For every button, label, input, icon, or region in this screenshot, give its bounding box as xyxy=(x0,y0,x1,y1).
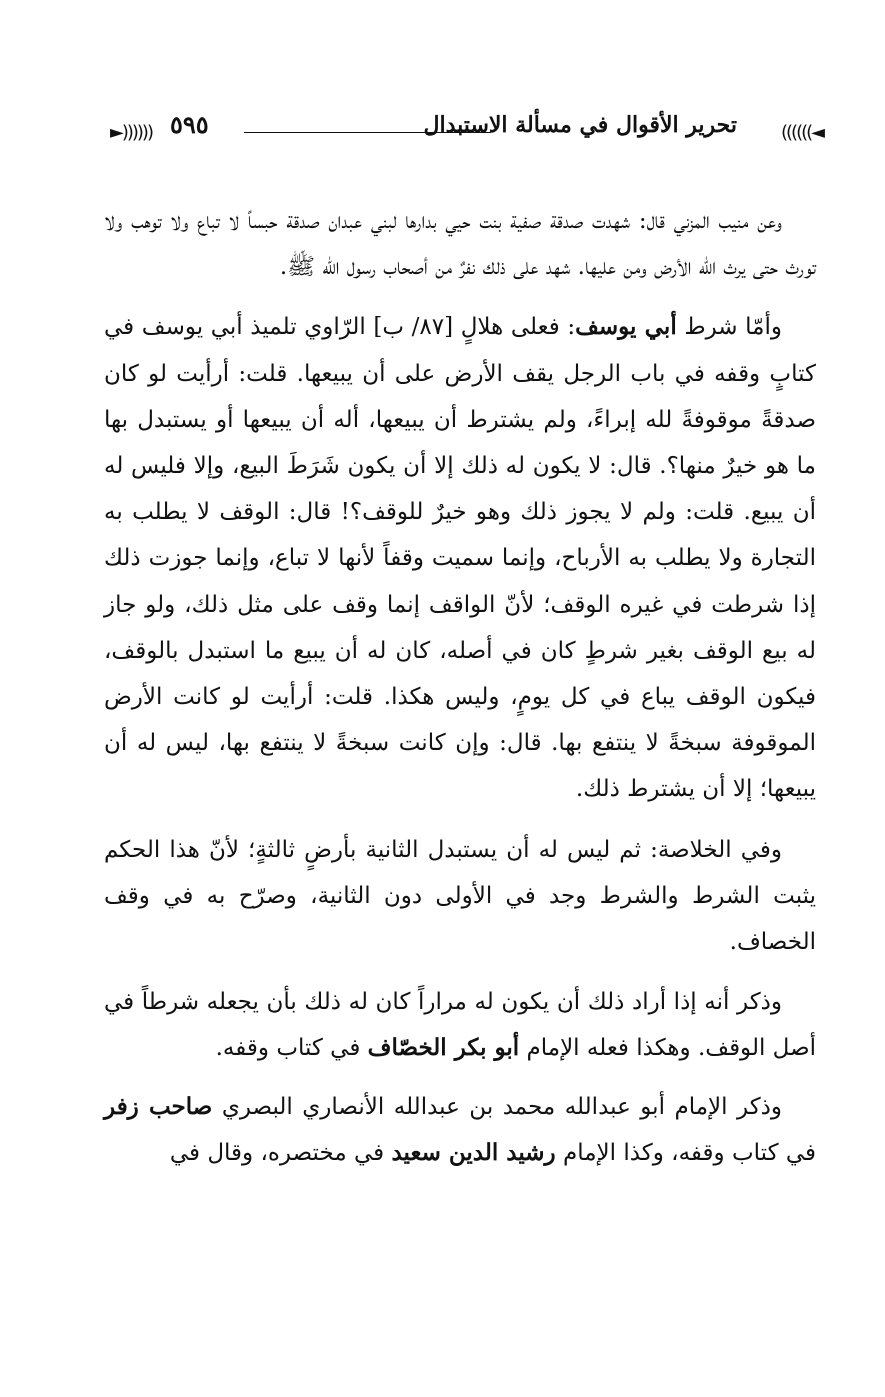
paragraph-4 xyxy=(104,979,816,1071)
paragraph-2 xyxy=(104,304,816,812)
paragraph-5 xyxy=(104,1084,816,1176)
body-text xyxy=(104,198,816,1190)
paragraph-5-text-b: في كتاب وقفه، وكذا الإمام xyxy=(555,1139,816,1166)
page-number: ٥٩٥ xyxy=(170,110,209,139)
header-ornament-right: ◄)))))) xyxy=(781,122,823,143)
paragraph-5-text-c: في مختصره، وقال في xyxy=(169,1139,392,1166)
paragraph-1 xyxy=(104,198,816,290)
paragraph-3-text: وفي الخلاصة: ثم ليس له أن يستبدل الثانية بأرضٍ ثالثةٍ؛ لأنّ هذا الحكم يثبت الشرط والشرط وجد في الأولى دون الثانية، وصرّح به في وقف الخصاف. xyxy=(104,836,816,956)
paragraph-4-bold-name: أبو بكر الخصّاف xyxy=(367,1034,520,1062)
header-ornament-left: ((((((► xyxy=(110,122,152,143)
paragraph-5-text-a: وذكر الإمام أبو عبدالله محمد بن عبدالله الأنصاري البصري xyxy=(212,1093,783,1120)
running-header xyxy=(110,108,823,154)
running-header-title: تحرير الأقوال في مسألة الاستبدال xyxy=(423,112,737,138)
paragraph-5-bold-name-1: صاحب زفر xyxy=(104,1092,213,1120)
paragraph-2-text-a: وأمّا شرط xyxy=(676,314,782,341)
header-rule xyxy=(244,132,491,133)
paragraph-4-text-b: في كتاب وقفه. xyxy=(215,1035,368,1062)
paragraph-2-text-b: : فعلى هلالٍ [٨٧/ ب] الرّاوي تلميذ أبي يوسف في كتابٍ وقفه في باب الرجل يقف الأرض على أن يبيعها. قلت: أرأيت لو كان صدقةً موقوفةً لله إبراءً، ولم يشترط أن يبيعها، أله أن يبيعها أو يستبدل بها ما هو خيرٌ منها؟. قال: لا يكون له ذلك إلا أن يكون شَرَطَ البيع، وإلا فليس له أن يبيع. قلت: ولم لا يجوز ذلك وهو خيرٌ للوقف؟! قال: الوقف لا يطلب به التجارة ولا يطلب به الأرباح، وإنما سميت وقفاً لأنها لا تباع، وإنما جوزت ذلك إذا شرطت في غيره الوقف؛ لأنّ الواقف إنما وقف على مثل ذلك، ولو جاز له بيع الوقف بغير شرطٍ كان في أصله، كان له أن يبيع ما استبدل بالوقف، فيكون الوقف يباع في كل يومٍ، وليس هكذا. قلت: أرأيت لو كانت الأرض الموقوفة سبخةً لا ينتفع بها. قال: وإن كانت سبخةً لا ينتفع بها، ليس له أن يبيعها؛ إلا أن يشترط ذلك. xyxy=(104,314,816,803)
paragraph-4-text-a: وذكر أنه إذا أراد ذلك أن يكون له مراراً كان له ذلك بأن يجعله شرطاً في أصل الوقف. وهكذا فعله الإمام xyxy=(104,989,816,1062)
paragraph-1-text: وعن منيب المزني قال: شهدت صدقة صفية بنت حيي بدارها لبني عبدان صدقة حبساً لا تباع ولا توهب ولا تورث حتى يرث الله الأرض ومن عليها. شهد على ذلك نفرٌ من أصحاب رسول الله ﷺ. xyxy=(104,208,816,281)
paragraph-3 xyxy=(104,827,816,966)
paragraph-2-bold-name: أبي يوسف xyxy=(575,313,677,341)
paragraph-5-bold-name-2: رشيد الدين سعيد xyxy=(391,1138,556,1166)
